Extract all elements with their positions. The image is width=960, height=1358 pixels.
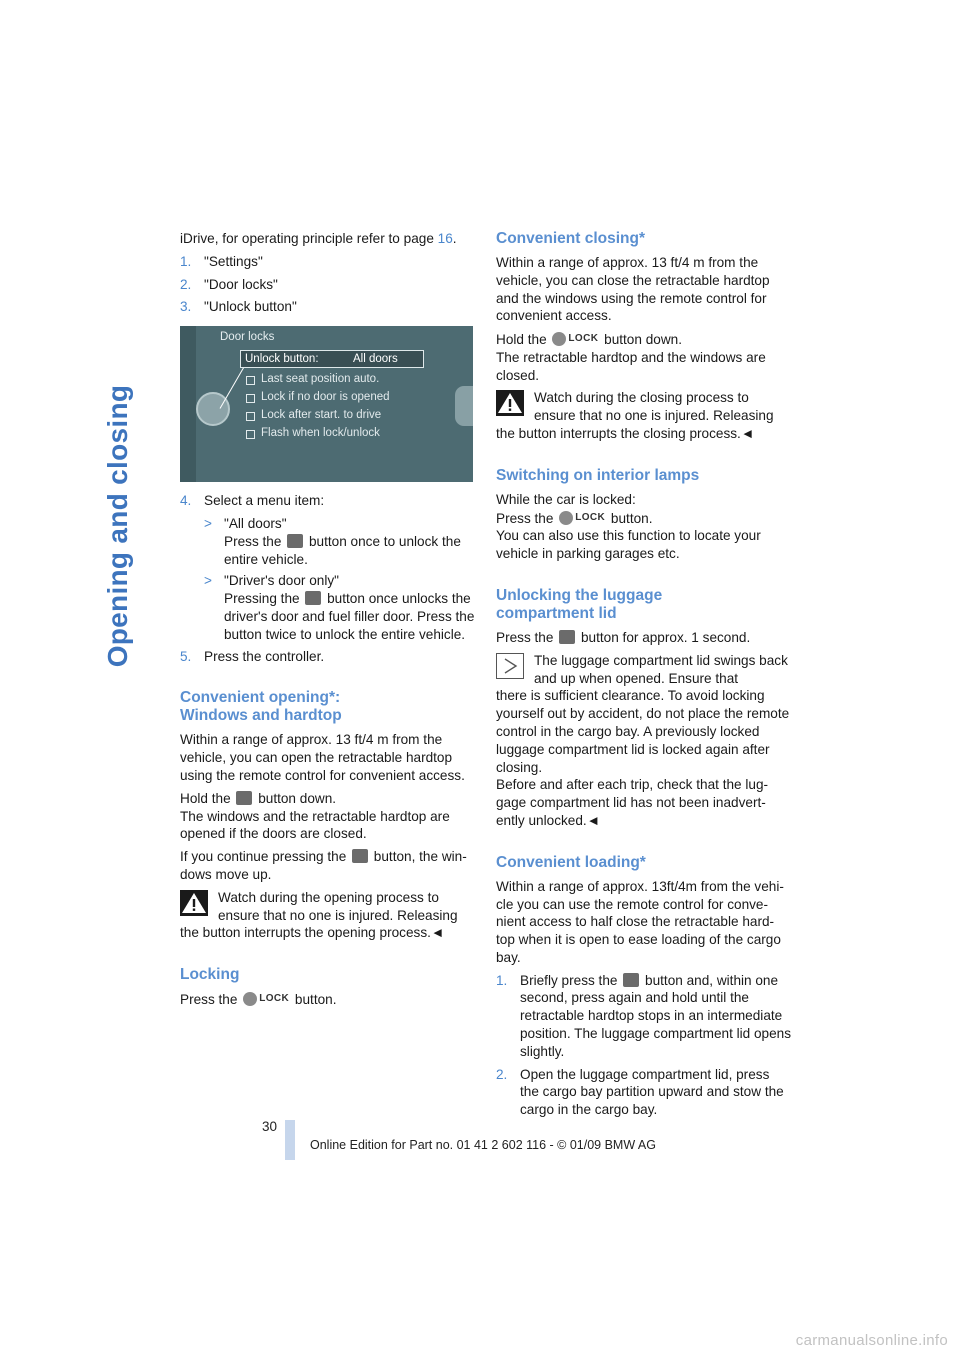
- note-text-rest: there is sufficient clearance. To avoid locking yourself out by accident, do not place the remote control in the cargo bay. A previously locked luggage compartment lid is locked again after closing.: [496, 688, 790, 775]
- heading-line: Unlocking the luggage: [496, 586, 663, 604]
- remote-unlock-icon: [287, 534, 303, 548]
- text-b: Press the: [496, 510, 558, 526]
- text-a: Hold the: [180, 790, 235, 806]
- text-a: Press the: [180, 992, 242, 1008]
- watermark: carmanualsonline.info: [795, 1332, 948, 1349]
- text-d: You can also use this function to locate your vehicle in parking garages etc.: [496, 528, 761, 562]
- text-b: button once to unlock the entire vehicle.: [224, 533, 461, 567]
- list-item: [180, 492, 476, 510]
- chapter-side-title: Opening and closing: [102, 384, 133, 668]
- paragraph: Within a range of approx. 13 ft/4 m from the vehicle, you can open the retractable hardtop using the remote control for convenient access.: [180, 732, 465, 783]
- paragraph: Within a range of approx. 13ft/4m from the vehi-cle you can use the remote control for conve-nient access to half close the retractable hard-top when it is open to ease loading of the cargo bay.: [496, 878, 784, 965]
- steps-list-2: [180, 492, 476, 510]
- step-text: "Door locks": [204, 276, 278, 292]
- lock-button-icon: [552, 330, 598, 348]
- list-item: [496, 972, 792, 1061]
- remote-open-icon: [236, 791, 252, 805]
- option-label: Flash when lock/unlock: [261, 427, 380, 440]
- screen-header: Door locks: [220, 331, 275, 344]
- paragraph: [180, 990, 476, 1009]
- checkbox-icon: [246, 376, 255, 385]
- lock-button-icon: [559, 509, 605, 527]
- sub-item-text: [224, 515, 476, 568]
- page-number: 30: [262, 1119, 278, 1134]
- heading-line: Windows and hardtop: [180, 707, 342, 725]
- warning-triangle-icon: [496, 390, 524, 416]
- sub-title: "All doors": [224, 515, 287, 531]
- left-column: [180, 230, 476, 1014]
- text-a: While the car is locked:: [496, 491, 636, 507]
- screen-option: [246, 389, 390, 407]
- screen-left-bar: [180, 326, 196, 482]
- text-a: If you continue pressing the: [180, 849, 351, 865]
- trunk-button-icon: [623, 973, 639, 987]
- footer-text: Online Edition for Part no. 01 41 2 602 116 - © 01/09 BMW AG: [310, 1138, 656, 1152]
- warning-note: [180, 889, 476, 942]
- warning-text-rest: the button interrupts the opening process.◄: [180, 925, 445, 941]
- screen-right-bar: [455, 386, 473, 426]
- step-text: "Settings": [204, 253, 263, 269]
- screen-option: [246, 371, 379, 389]
- text-b: button down.: [600, 332, 682, 348]
- loading-steps: [496, 972, 792, 1119]
- remote-open-icon: [352, 849, 368, 863]
- heading-convenient-closing: Convenient closing*: [496, 230, 645, 247]
- text-a: Briefly press the: [520, 972, 622, 988]
- option-label: Last seat position auto.: [261, 373, 380, 386]
- step-number: 2.: [180, 276, 192, 292]
- lock-label: LOCK: [259, 993, 290, 1005]
- trunk-button-icon: [559, 630, 575, 644]
- steps-list-3: [180, 648, 476, 666]
- list-item: [204, 572, 476, 643]
- list-item: [180, 298, 476, 316]
- footer-bar: [285, 1120, 295, 1160]
- step-text: Open the luggage compartment lid, press the cargo bay partition upward and stow the cargo in the cargo bay.: [520, 1066, 784, 1118]
- list-item: [180, 276, 476, 294]
- lock-label: LOCK: [568, 333, 599, 345]
- step-text: Press the controller.: [204, 648, 325, 664]
- selected-label: Unlock button:: [245, 353, 319, 366]
- selected-value: All doors: [353, 353, 398, 366]
- steps-list: [180, 253, 476, 316]
- note-arrow-icon: [496, 653, 524, 679]
- note-text-2: Before and after each trip, check that the lug-gage compartment lid has not been inadvert-ently unlocked.◄: [496, 777, 769, 828]
- warning-text: Watch during the opening process to ensure that no one is injured. Releasing: [218, 889, 458, 923]
- text-c: button.: [607, 510, 653, 526]
- text-c: The windows and the retractable hardtop are opened if the doors are closed.: [180, 808, 450, 842]
- idrive-screen-image: [180, 326, 473, 482]
- lock-knob-icon: [559, 511, 573, 525]
- step-number: 1.: [496, 972, 508, 988]
- step-number: 1.: [180, 253, 192, 269]
- lock-knob-icon: [243, 992, 257, 1006]
- text-c: The retractable hardtop and the windows are closed.: [496, 349, 766, 383]
- list-item: [180, 253, 476, 271]
- checkbox-icon: [246, 394, 255, 403]
- heading-convenient-loading: Convenient loading*: [496, 853, 646, 871]
- step-text: Select a menu item:: [204, 493, 325, 509]
- text-b: button and, within one second, press again and hold until the retractable hardtop stops in an intermediate position. The luggage compartment lid opens slightly.: [520, 972, 792, 1059]
- step-text: [520, 972, 792, 1061]
- step-text: "Unlock button": [204, 299, 297, 315]
- text-b: button for approx. 1 second.: [577, 629, 751, 645]
- paragraph: [496, 629, 792, 647]
- info-note: [496, 652, 792, 830]
- intro-paragraph: [180, 230, 476, 248]
- step-number: 2.: [496, 1066, 508, 1082]
- remote-unlock-icon: [305, 591, 321, 605]
- text-b: button, the win-dows move up.: [180, 849, 467, 882]
- text-a: Press the: [496, 629, 558, 645]
- option-label: Lock after start. to drive: [261, 409, 382, 422]
- paragraph: [180, 848, 476, 884]
- checkbox-icon: [246, 412, 255, 421]
- list-item: [204, 515, 476, 568]
- note-text: The luggage compartment lid swings back and up when opened. Ensure that: [534, 652, 788, 686]
- heading-convenient-opening: [180, 689, 476, 725]
- heading-line: compartment lid: [496, 604, 617, 622]
- warning-text-rest: the button interrupts the closing process.◄: [496, 426, 755, 442]
- paragraph: [496, 491, 792, 563]
- intro-text: iDrive, for operating principle refer to page: [180, 231, 438, 246]
- pointer-line: [220, 363, 247, 409]
- right-column: [496, 230, 792, 1124]
- paragraph: [496, 330, 792, 384]
- heading-interior-lamps: Switching on interior lamps: [496, 466, 700, 484]
- text-a: Press the: [224, 533, 286, 549]
- text-a: Pressing the: [224, 591, 304, 607]
- option-label: Lock if no door is opened: [261, 391, 390, 404]
- heading-locking: Locking: [180, 966, 240, 984]
- screen-option: [246, 407, 381, 425]
- paragraph: [180, 790, 476, 843]
- text-b: button.: [291, 992, 337, 1008]
- sub-item-text: [224, 572, 476, 643]
- checkbox-icon: [246, 430, 255, 439]
- step-number: 4.: [180, 493, 192, 509]
- screen-option: [246, 425, 380, 443]
- page-link[interactable]: 16: [437, 231, 453, 246]
- lock-knob-icon: [552, 332, 566, 346]
- list-item: [496, 1066, 792, 1119]
- sub-title: "Driver's door only": [224, 573, 339, 589]
- warning-note: [496, 389, 792, 442]
- text-b: button down.: [254, 790, 337, 806]
- screen-selected-row: [240, 350, 424, 368]
- lock-label: LOCK: [575, 511, 606, 523]
- text-a: Hold the: [496, 332, 551, 348]
- list-item: [180, 648, 476, 666]
- paragraph: Within a range of approx. 13 ft/4 m from the vehicle, you can close the retractable hardtop and the windows using the remote control for convenient access.: [496, 255, 770, 324]
- heading-line: Convenient opening*:: [180, 689, 341, 707]
- sub-list: [204, 515, 476, 644]
- intro-end: .: [452, 231, 457, 246]
- lock-button-icon: [243, 990, 289, 1008]
- text-b: button once unlocks the driver's door and fuel filler door. Press the button twice to unlock the entire vehicle.: [224, 591, 475, 642]
- warning-text: Watch during the closing process to ensure that no one is injured. Releasing: [534, 390, 774, 424]
- bullet: >: [204, 515, 212, 531]
- step-number: 5.: [180, 648, 192, 664]
- heading-unlocking-luggage: [496, 587, 792, 623]
- bullet: >: [204, 573, 212, 589]
- warning-triangle-icon: [180, 890, 208, 916]
- step-number: 3.: [180, 299, 192, 315]
